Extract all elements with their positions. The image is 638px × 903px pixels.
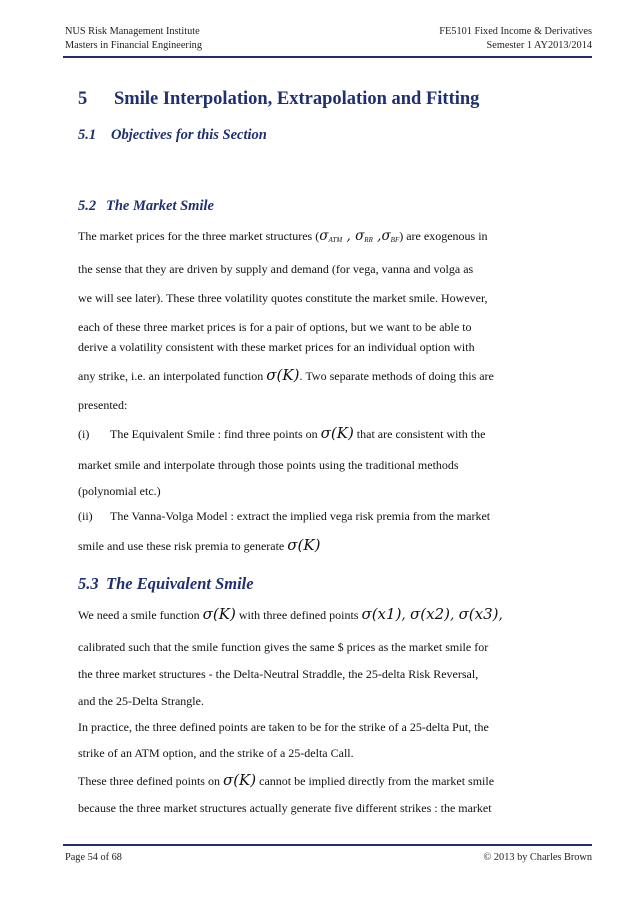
- paragraph-line: presented:: [78, 398, 128, 412]
- paragraph-line: [78, 368, 494, 383]
- list-item: [78, 509, 490, 523]
- subsection-title: The Market Smile: [106, 198, 214, 214]
- sigma-x1-math: σ(x1): [361, 605, 402, 623]
- text-run: smile and use these risk premia to generate: [78, 539, 288, 553]
- paragraph-line: [78, 773, 494, 788]
- subsection-number: 5.2: [78, 198, 97, 214]
- section-heading: [78, 89, 479, 110]
- paragraph-line: and the 25-Delta Strangle.: [78, 694, 204, 708]
- subsection-heading-5-1: [78, 127, 267, 144]
- comma: ,: [372, 228, 382, 244]
- paragraph-line: We need a smile function σ(K) with three defined points σ(x1), σ(x2), σ(x3),: [78, 605, 503, 623]
- list-item-label: (ii): [78, 509, 93, 523]
- paragraph-line: the sense that they are driven by supply and demand (for vega, vanna and volga as: [78, 262, 474, 276]
- text-run: The Vanna-Volga Model : extract the implied vega risk premia from the market: [110, 509, 491, 523]
- text-run: that are consistent with the: [353, 427, 486, 441]
- footer-rule: [63, 844, 592, 846]
- text-run: any strike, i.e. an interpolated function: [78, 369, 267, 383]
- sigma-symbol: σ: [381, 228, 391, 244]
- paragraph-line: [78, 538, 320, 553]
- sigma-k-math: σ(K): [266, 366, 300, 384]
- text-run: The Equivalent Smile : find three points on: [110, 427, 321, 441]
- institute-name: NUS Risk Management Institute: [65, 26, 200, 37]
- subscript-atm: ATM: [328, 236, 343, 244]
- text-run: with three defined points: [235, 608, 362, 622]
- subsection-number: 5.1: [78, 127, 97, 143]
- paragraph-line: calibrated such that the smile function gives the same $ prices as the market smile for: [78, 640, 489, 654]
- paragraph-line: In practice, the three defined points are taken to be for the strike of a 25-delta Put, the: [78, 720, 489, 734]
- subsection-number: 5.3: [78, 574, 99, 593]
- paragraph-line: we will see later). These three volatility quotes constitute the market smile. However,: [78, 291, 488, 305]
- text-run: cannot be implied directly from the market smile: [256, 774, 495, 788]
- semester: Semester 1 AY2013/2014: [486, 40, 592, 51]
- page-header-right: [439, 25, 592, 53]
- paragraph-line: [78, 229, 488, 247]
- paragraph-line: (polynomial etc.): [78, 484, 161, 498]
- text-run: We need a smile function: [78, 608, 203, 622]
- course-name: FE5101 Fixed Income & Derivatives: [439, 26, 592, 37]
- header-rule: [63, 56, 592, 58]
- subsection-title: Objectives for this Section: [111, 127, 267, 143]
- subsection-title: The Equivalent Smile: [106, 574, 254, 593]
- section-number: 5: [78, 89, 88, 109]
- list-item-label: (i): [78, 427, 90, 441]
- program-name: Masters in Financial Engineering: [65, 40, 202, 51]
- paragraph-line: strike of an ATM option, and the strike of a 25-delta Call.: [78, 746, 354, 760]
- section-title: Smile Interpolation, Extrapolation and Fitting: [114, 89, 480, 109]
- subsection-heading-5-2: [78, 198, 214, 215]
- sigma-k-math: σ(K): [320, 424, 354, 442]
- copyright: © 2013 by Charles Brown: [483, 852, 592, 863]
- text-run: . Two separate methods of doing this are: [299, 369, 494, 383]
- page-number: Page 54 of 68: [65, 852, 122, 863]
- subscript-bf: BF: [390, 236, 400, 244]
- paragraph-line: each of these three market prices is for a pair of options, but we want to be able to: [78, 320, 472, 334]
- paragraph-line: derive a volatility consistent with these market prices for an individual option with: [78, 340, 475, 354]
- paragraph-line: because the three market structures actually generate five different strikes : the market: [78, 801, 492, 815]
- list-item: [78, 426, 485, 441]
- text-run: ) are exogenous in: [399, 229, 488, 243]
- paragraph-line: the three market structures - the Delta-Neutral Straddle, the 25-delta Risk Reversal,: [78, 667, 479, 681]
- subsection-heading-5-3: [78, 574, 254, 594]
- paragraph-line: market smile and interpolate through those points using the traditional methods: [78, 458, 459, 472]
- sigma-x2-math: σ(x2): [410, 605, 450, 623]
- text-run: The market prices for the three market structures (: [78, 229, 320, 243]
- sigma-symbol: σ: [355, 228, 365, 244]
- sigma-k-math: σ(K): [287, 536, 321, 554]
- sigma-k-math: σ(K): [202, 605, 236, 623]
- text-run: These three defined points on: [78, 774, 223, 788]
- comma: ,: [342, 228, 356, 244]
- sigma-x3-math: σ(x3): [458, 605, 499, 623]
- page-header-left: [65, 25, 202, 53]
- sigma-k-math: σ(K): [222, 771, 257, 789]
- subscript-rr: RR: [364, 236, 373, 244]
- sigma-symbol: σ: [319, 228, 329, 244]
